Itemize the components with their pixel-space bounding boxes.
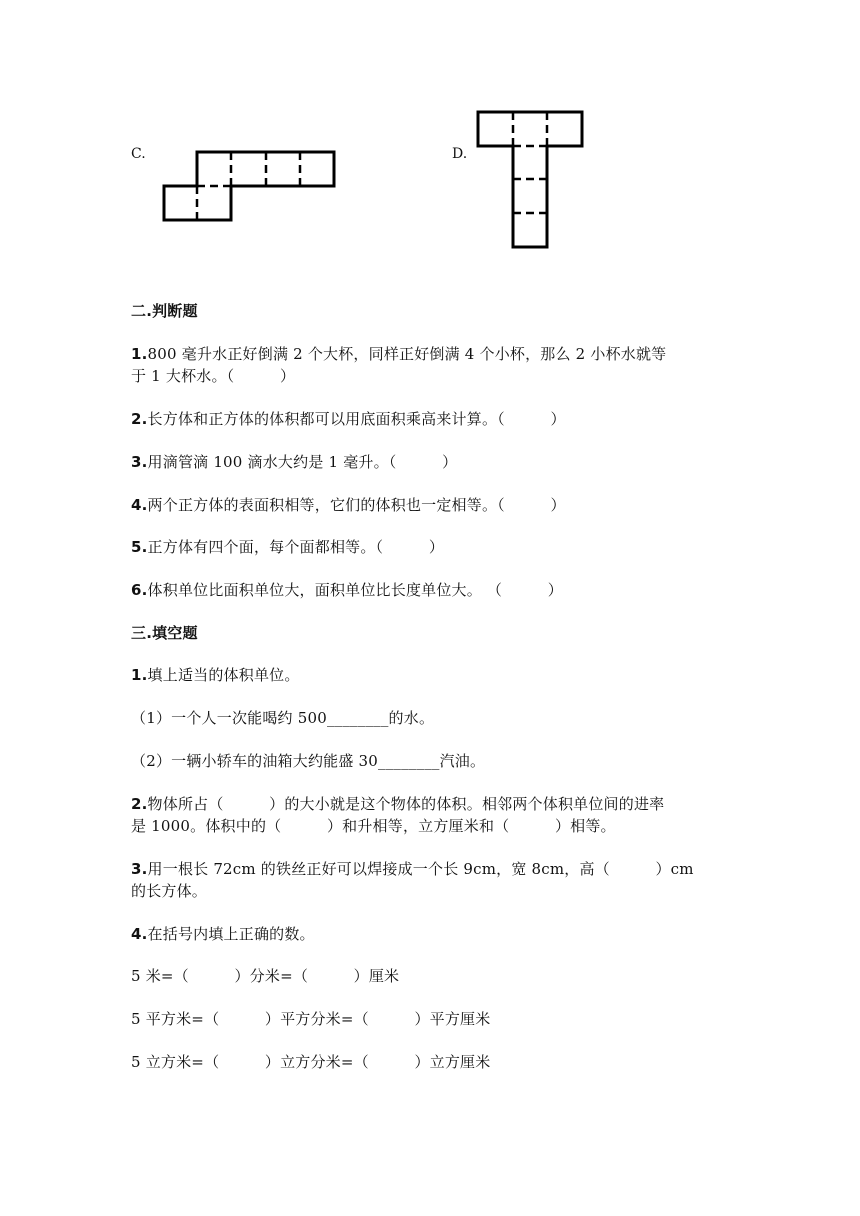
fill-q2-line1: 2.物体所占（ ）的大小就是这个物体的体积。相邻两个体积单位间的进率 (131, 795, 665, 813)
option-d-cube-net (474, 108, 589, 253)
judgment-item-1-line2: 于 1 大杯水。（ ） (131, 367, 296, 385)
fill-q1-sub2: （2）一辆小轿车的油箱大约能盛 30________汽油。 (131, 752, 486, 770)
option-c-cube-net (160, 148, 340, 228)
option-c-label: C. (131, 146, 146, 162)
fill-q4-row-meter: 5 米=（ ）分米=（ ）厘米 (131, 967, 400, 985)
judgment-item-1-line1: 1.800 毫升水正好倒满 2 个大杯，同样正好倒满 4 个小杯，那么 2 小杯水就等 (131, 345, 667, 363)
fill-q4-row-square-meter: 5 平方米=（ ）平方分米=（ ）平方厘米 (131, 1010, 491, 1028)
fill-q1-prompt: 1.填上适当的体积单位。 (131, 666, 300, 684)
section-title-judgment: 二.判断题 (131, 302, 198, 320)
judgment-item-4: 4.两个正方体的表面积相等，它们的体积也一定相等。（ ） (131, 496, 566, 514)
judgment-item-3: 3.用滴管滴 100 滴水大约是 1 毫升。（ ） (131, 453, 458, 471)
fill-q1-sub1: （1）一个人一次能喝约 500________的水。 (131, 709, 435, 727)
fill-q2-line2: 是 1000。体积中的（ ）和升相等，立方厘米和（ ）相等。 (131, 817, 616, 835)
fill-q3-line2: 的长方体。 (131, 882, 208, 900)
judgment-item-5: 5.正方体有四个面，每个面都相等。（ ） (131, 538, 445, 556)
fill-q3-line1: 3.用一根长 72cm 的铁丝正好可以焊接成一个长 9cm，宽 8cm，高（ ）cm (131, 860, 694, 878)
judgment-item-2: 2.长方体和正方体的体积都可以用底面积乘高来计算。（ ） (131, 410, 566, 428)
section-title-fill-blank: 三.填空题 (131, 624, 198, 642)
option-d-label: D. (452, 146, 468, 162)
judgment-item-6: 6.体积单位比面积单位大，面积单位比长度单位大。 （ ） (131, 581, 563, 599)
fill-q4-row-cubic-meter: 5 立方米=（ ）立方分米=（ ）立方厘米 (131, 1053, 491, 1071)
fill-q4-prompt: 4.在括号内填上正确的数。 (131, 925, 315, 943)
